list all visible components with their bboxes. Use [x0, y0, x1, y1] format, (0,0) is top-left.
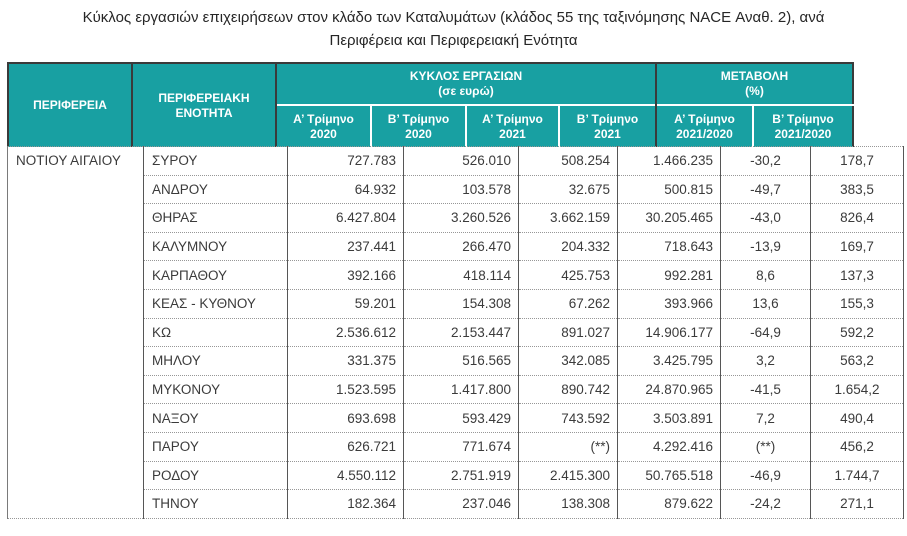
unit-cell: ΜΥΚΟΝΟΥ: [144, 375, 288, 404]
value-cell: 1.466.235: [618, 147, 721, 176]
value-cell: 593.429: [404, 404, 519, 433]
unit-cell: ΠΑΡΟΥ: [144, 432, 288, 461]
quarter-header-q2-2020: [371, 105, 466, 147]
value-cell: 6.427.804: [288, 204, 404, 233]
value-cell: 3.425.795: [618, 347, 721, 376]
change-cell: 155,3: [811, 289, 904, 318]
change-cell: -46,9: [721, 461, 811, 490]
value-cell: (**): [519, 432, 618, 461]
value-cell: 331.375: [288, 347, 404, 376]
value-cell: 425.753: [519, 261, 618, 290]
turnover-group-line2: (σε ευρώ): [438, 84, 494, 98]
unit-cell: ΜΗΛΟΥ: [144, 347, 288, 376]
change-cell: 456,2: [811, 432, 904, 461]
value-cell: 59.201: [288, 289, 404, 318]
unit-cell: ΚΩ: [144, 318, 288, 347]
unit-cell: ΑΝΔΡΟΥ: [144, 175, 288, 204]
unit-cell: ΚΑΛΥΜΝΟΥ: [144, 232, 288, 261]
value-cell: 2.751.919: [404, 461, 519, 490]
change-cell: -24,2: [721, 490, 811, 519]
value-cell: 64.932: [288, 175, 404, 204]
value-cell: 237.046: [404, 490, 519, 519]
region-column-header: ΠΕΡΙΦΕΡΕΙΑ: [8, 63, 132, 147]
quarter-year: 2020: [405, 126, 432, 141]
value-cell: 500.815: [618, 175, 721, 204]
quarter-header-q2-2021: [559, 105, 656, 147]
change-cell: 271,1: [811, 490, 904, 519]
value-cell: 3.503.891: [618, 404, 721, 433]
quarter-label: Β’ Τρίμηνο: [772, 111, 834, 126]
value-cell: 50.765.518: [618, 461, 721, 490]
change-group-header: [656, 63, 853, 105]
change-cell: 1.744,7: [811, 461, 904, 490]
value-cell: 4.550.112: [288, 461, 404, 490]
quarter-year: 2020: [310, 126, 337, 141]
change-cell: 1.654,2: [811, 375, 904, 404]
value-cell: 718.643: [618, 232, 721, 261]
change-cell: 383,5: [811, 175, 904, 204]
change-cell: -13,9: [721, 232, 811, 261]
change-cell: 13,6: [721, 289, 811, 318]
unit-cell: ΚΑΡΠΑΘΟΥ: [144, 261, 288, 290]
change-group-line2: (%): [745, 84, 764, 98]
quarter-label: Α’ Τρίμηνο: [674, 111, 735, 126]
change-cell: 490,4: [811, 404, 904, 433]
value-cell: 14.906.177: [618, 318, 721, 347]
change-cell: 563,2: [811, 347, 904, 376]
value-cell: 182.364: [288, 490, 404, 519]
unit-cell: ΘΗΡΑΣ: [144, 204, 288, 233]
change-cell: -41,5: [721, 375, 811, 404]
value-cell: 879.622: [618, 490, 721, 519]
change-cell: 7,2: [721, 404, 811, 433]
value-cell: 392.166: [288, 261, 404, 290]
page-title: [0, 6, 907, 52]
value-cell: 1.523.595: [288, 375, 404, 404]
change-cell: 178,7: [811, 147, 904, 176]
page-title-line2: Περιφέρεια και Περιφερειακή Ενότητα: [329, 32, 578, 49]
change-cell: 137,3: [811, 261, 904, 290]
value-cell: 103.578: [404, 175, 519, 204]
value-cell: 204.332: [519, 232, 618, 261]
change-cell: -30,2: [721, 147, 811, 176]
quarter-label: Α’ Τρίμηνο: [482, 111, 543, 126]
value-cell: 891.027: [519, 318, 618, 347]
value-cell: 2.536.612: [288, 318, 404, 347]
change-cell: 592,2: [811, 318, 904, 347]
unit-column-header: ΠΕΡΙΦΕΡΕΙΑΚΗ ΕΝΟΤΗΤΑ: [132, 63, 276, 147]
quarter-header-q1-2021: [466, 105, 559, 147]
value-cell: 3.662.159: [519, 204, 618, 233]
value-cell: 2.153.447: [404, 318, 519, 347]
value-cell: 743.592: [519, 404, 618, 433]
unit-cell: ΡΟΔΟΥ: [144, 461, 288, 490]
turnover-group-line1: ΚΥΚΛΟΣ ΕΡΓΑΣΙΩΝ: [409, 69, 523, 83]
value-cell: 771.674: [404, 432, 519, 461]
value-cell: 32.675: [519, 175, 618, 204]
value-cell: 727.783: [288, 147, 404, 176]
quarter-label: Α’ Τρίμηνο: [293, 111, 354, 126]
value-cell: 418.114: [404, 261, 519, 290]
quarter-header-change-q1: [656, 105, 753, 147]
header-group-row: [8, 63, 853, 105]
quarter-label: Β’ Τρίμηνο: [387, 111, 450, 126]
table-header: [7, 62, 854, 147]
change-cell: 8,6: [721, 261, 811, 290]
quarter-year: 2021/2020: [774, 126, 832, 141]
page-title-line1: Κύκλος εργασιών επιχειρήσεων στον κλάδο των Καταλυμάτων (κλάδος 55 της ταξινόμησης NACE Αναθ. 2), ανά: [82, 9, 825, 26]
value-cell: 992.281: [618, 261, 721, 290]
value-cell: 237.441: [288, 232, 404, 261]
table-row: [8, 147, 904, 176]
unit-cell: ΣΥΡΟΥ: [144, 147, 288, 176]
value-cell: 526.010: [404, 147, 519, 176]
quarter-year: 2021: [499, 126, 526, 141]
table-body: [7, 146, 904, 519]
quarter-header-q1-2020: [276, 105, 371, 147]
quarter-label: Β’ Τρίμηνο: [576, 111, 639, 126]
value-cell: 24.870.965: [618, 375, 721, 404]
change-cell: -43,0: [721, 204, 811, 233]
unit-cell: ΝΑΞΟΥ: [144, 404, 288, 433]
value-cell: 693.698: [288, 404, 404, 433]
value-cell: 393.966: [618, 289, 721, 318]
value-cell: 626.721: [288, 432, 404, 461]
region-cell: ΝΟΤΙΟΥ ΑΙΓΑΙΟΥ: [8, 147, 144, 519]
unit-cell: ΤΗΝΟΥ: [144, 490, 288, 519]
value-cell: 1.417.800: [404, 375, 519, 404]
change-cell: -64,9: [721, 318, 811, 347]
value-cell: 138.308: [519, 490, 618, 519]
quarter-header-change-q2: [753, 105, 853, 147]
turnover-group-header: [276, 63, 656, 105]
value-cell: 3.260.526: [404, 204, 519, 233]
value-cell: 516.565: [404, 347, 519, 376]
change-group-line1: ΜΕΤΑΒΟΛΗ: [720, 69, 789, 83]
unit-cell: ΚΕΑΣ - ΚΥΘΝΟΥ: [144, 289, 288, 318]
quarter-year: 2021/2020: [676, 126, 733, 141]
change-cell: (**): [721, 432, 811, 461]
change-cell: 3,2: [721, 347, 811, 376]
value-cell: 4.292.416: [618, 432, 721, 461]
value-cell: 508.254: [519, 147, 618, 176]
change-cell: -49,7: [721, 175, 811, 204]
value-cell: 266.470: [404, 232, 519, 261]
value-cell: 30.205.465: [618, 204, 721, 233]
change-cell: 169,7: [811, 232, 904, 261]
quarter-year: 2021: [594, 126, 621, 141]
value-cell: 154.308: [404, 289, 519, 318]
value-cell: 2.415.300: [519, 461, 618, 490]
change-cell: 826,4: [811, 204, 904, 233]
value-cell: 342.085: [519, 347, 618, 376]
value-cell: 67.262: [519, 289, 618, 318]
value-cell: 890.742: [519, 375, 618, 404]
